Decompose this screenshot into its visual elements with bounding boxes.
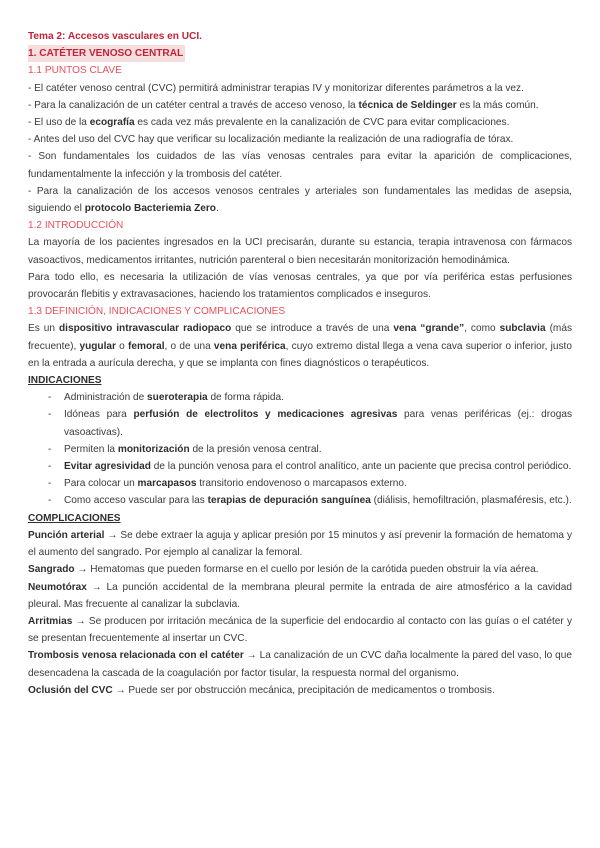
complication-item: Trombosis venosa relacionada con el catéter → La canalización de un CVC daña localmente la pared del vaso, lo que desencadena la cascada de la coagulación por factor tisular, la respuesta normal del organismo. [28, 650, 572, 679]
list-item: - Idóneas para perfusión de electrolitos y medicaciones agresivas para venas periféricas (ej.: drogas vasoactivas). [48, 406, 572, 440]
section-heading-cvc: 1. CATÉTER VENOSO CENTRAL [28, 45, 185, 62]
complication-item: Sangrado → Hematomas que pueden formarse en el cuello por lesión de la carótida pueden obstruir la vía aérea. [28, 564, 539, 576]
complication-item: Neumotórax → La punción accidental de la membrana pleural permite la entrada de aire atmosférico a la cavidad pleural. Mas frecuente al canalizar la subclavia. [28, 581, 572, 610]
paragraph: Para todo ello, es necesaria la utilización de vías venosas centrales, ya que por vía periférica estas perfusiones provocarán flebitis y extravasaciones, haciendo los tratamientos complicados e inseguros. [28, 271, 572, 301]
paragraph: - Son fundamentales los cuidados de las vías venosas centrales para evitar la aparición de complicaciones, fundamentalmente la infección y la trombosis del catéter. [28, 151, 572, 180]
paragraph: - Para la canalización de los accesos venosos centrales y arteriales son fundamentales las medidas de asepsia, siguiendo el protocolo Bacteriemia Zero. [28, 185, 572, 215]
paragraph: - Antes del uso del CVC hay que verificar su localización mediante la realización de una radiografía de tórax. [28, 134, 514, 146]
paragraph: La mayoría de los pacientes ingresados en la UCI precisarán, durante su estancia, terapia intravenosa con fármacos vasoactivos, medicamentos irritantes, nutrición parenteral o bien necesitarán monitorización hemodinámica. [28, 237, 572, 266]
list-item: - Evitar agresividad de la punción venosa para el control analítico, ante un paciente que precisa control periódico. [48, 458, 572, 475]
indicaciones-heading: INDICACIONES [28, 375, 102, 387]
definition-paragraph: Es un dispositivo intravascular radiopaco que se introduce a través de una vena “grande”, como subclavia (más frecuente), yugular o femoral, o de una vena periférica, cuyo extremo distal llega a vena cava superior o inferior, justo en la entrada a aurícula derecha, y que se implanta con fines diagnósticos o terapéuticos. [28, 323, 573, 369]
list-item: - Como acceso vascular para las terapias de depuración sanguínea (diálisis, hemofiltración, plasmaféresis, etc.). [48, 492, 572, 509]
subheading-puntos-clave: 1.1 PUNTOS CLAVE [28, 65, 122, 77]
paragraph: - El uso de la ecografía es cada vez más prevalente en la canalización de CVC para evitar complicaciones. [28, 117, 510, 129]
subheading-introduccion: 1.2 INTRODUCCIÓN [28, 220, 124, 232]
complicaciones-heading: COMPLICACIONES [28, 512, 121, 524]
subheading-definicion: 1.3 DEFINICIÓN, INDICACIONES Y COMPLICACIONES [28, 306, 286, 318]
complication-item: Oclusión del CVC → Puede ser por obstrucción mecánica, precipitación de medicamentos o trombosis. [28, 684, 495, 696]
list-item: - Permiten la monitorización de la presión venosa central. [48, 441, 572, 458]
list-item: - Administración de sueroterapia de forma rápida. [48, 389, 572, 406]
document-page [28, 28, 572, 699]
indicaciones-list [28, 389, 572, 509]
complication-item: Punción arterial → Se debe extraer la aguja y aplicar presión por 15 minutos y así prevenir la formación de hematoma y el aumento del sangrado. Por ejemplo al canalizar la femoral. [28, 529, 572, 559]
document-title: Tema 2: Accesos vasculares en UCI. [28, 31, 202, 42]
list-item: - Para colocar un marcapasos transitorio endovenoso o marcapasos externo. [48, 475, 572, 492]
paragraph: - El catéter venoso central (CVC) permitirá administrar terapias IV y monitorizar diferentes parámetros a la vez. [28, 82, 524, 94]
paragraph: - Para la canalización de un catéter central a través de acceso venoso, la técnica de Seldinger es la más común. [28, 99, 539, 111]
complication-item: Arritmias → Se producen por irritación mecánica de la superficie del endocardio al contacto con las guías o el catéter y se presentan frecuentemente al insertar un CVC. [28, 615, 572, 645]
